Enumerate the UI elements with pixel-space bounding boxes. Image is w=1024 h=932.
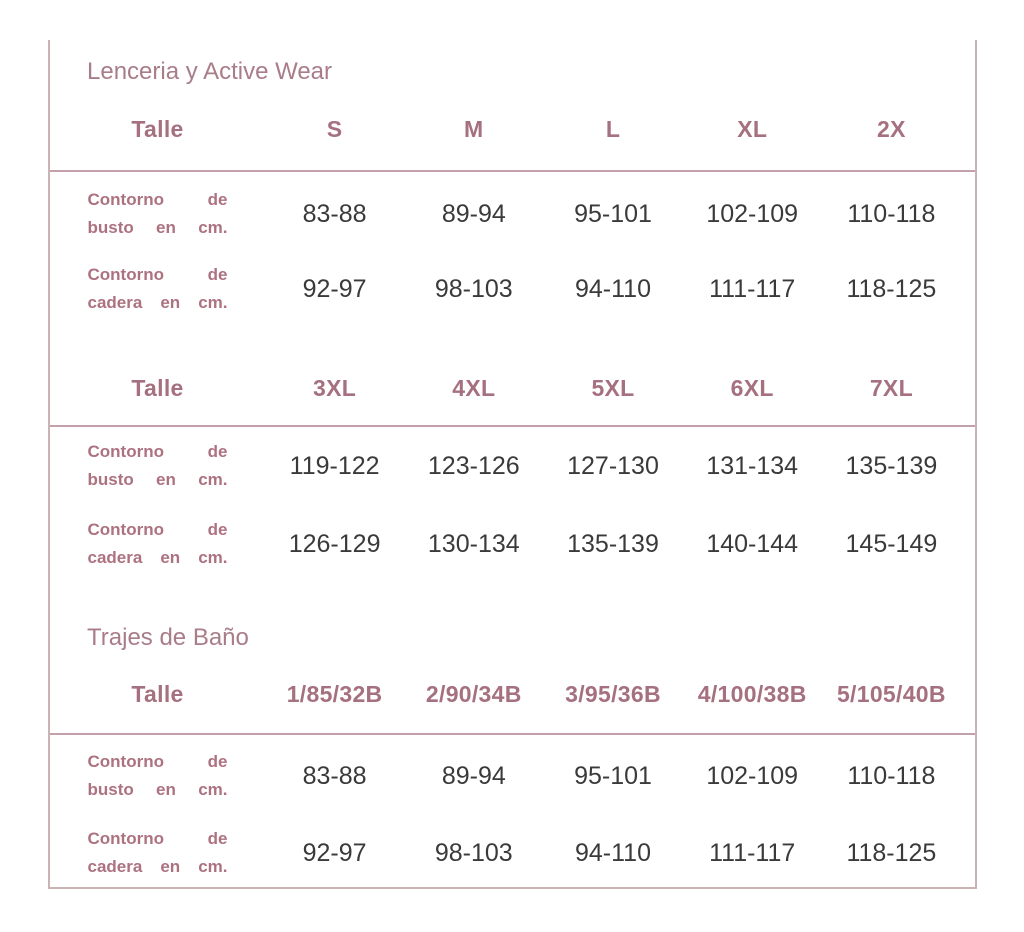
row-label-cell bbox=[50, 186, 265, 242]
header-cell-size-3-95-36b: 3/95/36B bbox=[565, 680, 661, 707]
size-value-cell: 92-97 bbox=[302, 838, 367, 867]
row-label-busto: Contorno de busto en cm. bbox=[87, 752, 228, 799]
size-value-cell: 110-118 bbox=[847, 761, 936, 790]
header-cell-size-2x: 2X bbox=[877, 115, 906, 142]
size-value-cell: 89-94 bbox=[441, 761, 506, 790]
row-label-cell bbox=[50, 516, 265, 572]
table-row-busto bbox=[50, 172, 975, 256]
header-cell-size-1-85-32b: 1/85/32B bbox=[286, 680, 383, 707]
table-row-busto bbox=[50, 735, 975, 817]
size-value-cell: 110-118 bbox=[847, 199, 936, 228]
size-value-cell: 95-101 bbox=[574, 761, 652, 790]
row-label-busto: Contorno de busto en cm. bbox=[87, 442, 228, 489]
size-value-cell: 89-94 bbox=[441, 199, 506, 228]
size-value-cell: 130-134 bbox=[427, 529, 520, 558]
header-cell-talle: Talle bbox=[131, 375, 184, 401]
header-cell-talle: Talle bbox=[131, 115, 184, 142]
row-label-cell bbox=[50, 438, 265, 494]
size-value-cell: 102-109 bbox=[706, 761, 799, 790]
size-value-cell: 135-139 bbox=[567, 529, 659, 558]
size-value-cell: 94-110 bbox=[574, 838, 651, 867]
header-cell-size-4xl: 4XL bbox=[452, 375, 496, 401]
header-cell-size-7xl: 7XL bbox=[869, 375, 913, 401]
table-header-row-swimwear-sizes bbox=[50, 655, 975, 733]
table-row-busto bbox=[50, 427, 975, 505]
size-value-cell: 111-117 bbox=[709, 274, 796, 303]
size-value-cell: 83-88 bbox=[302, 199, 367, 228]
row-label-cadera: Contorno de cadera en cm. bbox=[87, 265, 228, 312]
size-value-cell: 119-122 bbox=[289, 451, 380, 480]
size-value-cell: 98-103 bbox=[434, 838, 513, 867]
section-title-trajes-de-bano: Trajes de Baño bbox=[87, 624, 249, 651]
header-cell-size-5xl: 5XL bbox=[591, 375, 635, 401]
header-cell-size-6xl: 6XL bbox=[730, 375, 774, 401]
header-cell-size-4-100-38b: 4/100/38B bbox=[697, 680, 807, 707]
row-label-cadera: Contorno de cadera en cm. bbox=[87, 829, 228, 876]
row-label-cell bbox=[50, 748, 265, 804]
header-cell-size-3xl: 3XL bbox=[313, 375, 357, 401]
row-label-busto: Contorno de busto en cm. bbox=[87, 190, 228, 237]
row-label-cell bbox=[50, 825, 265, 881]
size-value-cell: 126-129 bbox=[288, 529, 381, 558]
size-value-cell: 140-144 bbox=[706, 529, 799, 558]
size-value-cell: 94-110 bbox=[574, 274, 651, 303]
size-value-cell: 123-126 bbox=[427, 451, 520, 480]
size-value-cell: 127-130 bbox=[567, 451, 659, 480]
table-row-cadera bbox=[50, 256, 975, 322]
size-value-cell: 98-103 bbox=[434, 274, 513, 303]
size-value-cell: 131-134 bbox=[706, 451, 799, 480]
size-value-cell: 92-97 bbox=[302, 274, 367, 303]
size-value-cell: 102-109 bbox=[706, 199, 799, 228]
size-value-cell: 118-125 bbox=[846, 838, 937, 867]
section-title-lenceria: Lenceria y Active Wear bbox=[87, 58, 333, 85]
header-cell-size-xl: XL bbox=[737, 115, 768, 142]
header-cell-size-l: L bbox=[605, 115, 621, 142]
size-value-cell: 135-139 bbox=[845, 451, 938, 480]
header-cell-size-s: S bbox=[326, 115, 343, 142]
header-cell-size-m: M bbox=[464, 115, 484, 142]
table-row-cadera bbox=[50, 817, 975, 889]
table-row-cadera bbox=[50, 505, 975, 583]
size-value-cell: 145-149 bbox=[845, 529, 938, 558]
header-cell-talle: Talle bbox=[131, 680, 184, 707]
size-value-cell: 95-101 bbox=[574, 199, 652, 228]
header-cell-size-2-90-34b: 2/90/34B bbox=[425, 680, 522, 707]
row-label-cadera: Contorno de cadera en cm. bbox=[87, 520, 228, 567]
header-cell-size-5-105-40b: 5/105/40B bbox=[836, 680, 946, 707]
size-value-cell: 118-125 bbox=[846, 274, 937, 303]
row-label-cell bbox=[50, 261, 265, 317]
table-header-row-sizes-s-2x bbox=[50, 88, 975, 170]
size-value-cell: 83-88 bbox=[302, 761, 367, 790]
table-header-row-sizes-3xl-7xl bbox=[50, 352, 975, 425]
size-value-cell: 111-117 bbox=[709, 838, 796, 867]
size-chart-border-box bbox=[48, 40, 977, 889]
